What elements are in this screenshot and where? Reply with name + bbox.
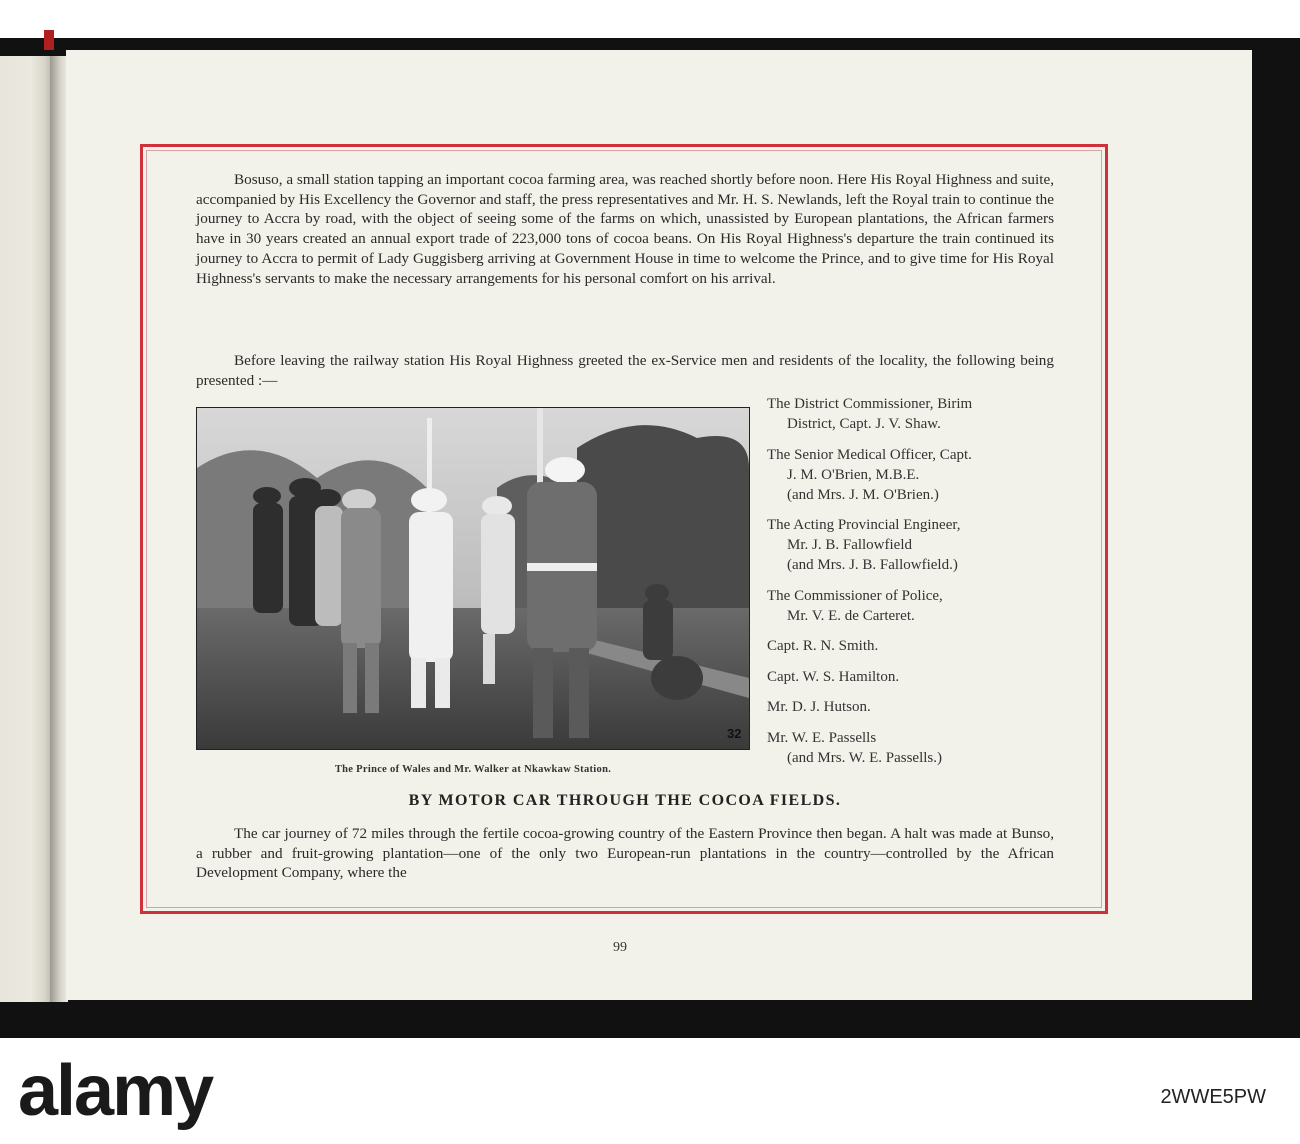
list-item-subline: (and Mrs. W. E. Passells.) [787,749,942,766]
historical-photo [196,407,750,750]
list-item-subline: District, Capt. J. V. Shaw. [787,416,941,432]
binding-ribbon [44,30,54,50]
list-item [767,394,1055,434]
list-item [767,728,1055,768]
section-heading: BY MOTOR CAR THROUGH THE COCOA FIELDS. [408,792,842,809]
list-item-line: The Acting Provincial Engineer, [767,517,961,533]
list-item-line: The District Commissioner, Birim [767,396,973,412]
paragraph-bosuso: Bosuso, a small station tapping an important cocoa farming area, was reached shortly before noon. Here His Royal Highness and suite, accompanied by His Excellency the Governor and staff, the press representatives and Mr. H. S. Newlands, left the Royal train to continue the journey to Accra by road, with the object of seeing some of the farms on which, unassisted by European plantations, the African farmers have in 30 years created an annual export trade of 223,000 tons of cocoa beans. On His Royal Highness's departure the train continued its journey to Accra to permit of Lady Guggisberg arriving at Government House in time to welcome the Prince, and to give time for His Royal Highness's servants to make the necessary arrangements for his personal comfort on his arrival. [196,171,1054,287]
list-item-subline: (and Mrs. J. M. O'Brien.) [787,486,939,503]
list-item-subline: Mr. V. E. de Carteret. [787,607,915,624]
photo-caption: The Prince of Wales and Mr. Walker at Nkawkaw Station. [334,764,612,775]
presented-list [767,394,1055,778]
list-item [767,697,1055,717]
list-item-subline: J. M. O'Brien, M.B.E. [787,466,920,483]
list-item-line: The Commissioner of Police, [767,587,943,604]
list-item-subline: (and Mrs. J. B. Fallowfield.) [787,557,958,573]
list-item-subline: Mr. J. B. Fallowfield [787,537,913,553]
paragraph-presented: Before leaving the railway station His Royal Highness greeted the ex-Service men and residents of the locality, the following being presented :— [196,352,1054,389]
list-item-line: Mr. W. E. Passells [767,729,877,746]
list-item [767,515,1055,575]
list-item [767,667,1055,687]
photo-illustration [197,408,749,749]
svg-text:32: 32 [727,726,742,741]
left-facing-page [0,56,52,1002]
page-number: 99 [613,940,627,955]
paragraph-car-journey: The car journey of 72 miles through the fertile cocoa-growing country of the Eastern Province then began. A halt was made at Bunso, a rubber and fruit-growing plantation—one of the only two European-run plantations in the country—controlled by the African Development Company, where the [196,825,1054,882]
list-item-line: Capt. R. N. Smith. [767,638,879,654]
stock-image-id: 2WWE5PW [1160,1086,1266,1108]
top-margin [0,0,1300,40]
list-item-line: Capt. W. S. Hamilton. [767,668,900,685]
stock-logo: alamy [18,1051,213,1131]
list-item [767,586,1055,626]
list-item [767,636,1055,656]
list-item [767,445,1055,505]
stock-footer-bar [0,1038,1300,1144]
list-item-line: The Senior Medical Officer, Capt. [767,446,972,463]
list-item-line: Mr. D. J. Hutson. [767,699,871,715]
